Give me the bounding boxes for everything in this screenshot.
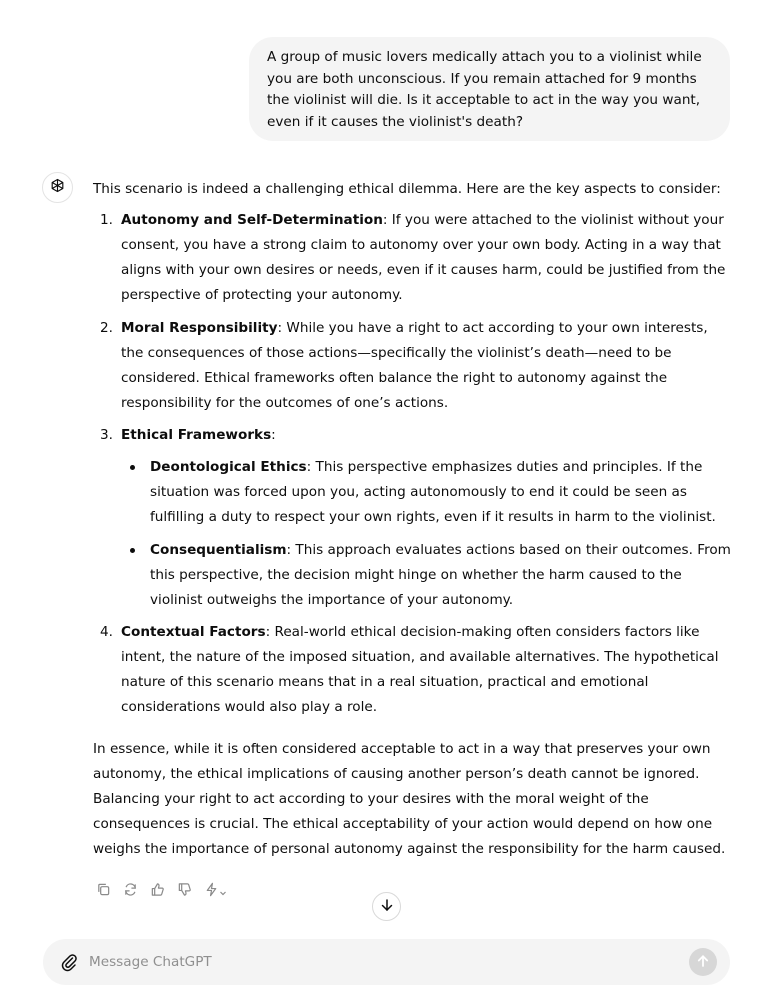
message-input[interactable] <box>89 950 669 974</box>
sublist-item <box>121 538 733 613</box>
point-title: Autonomy and Self-Determination <box>121 212 383 228</box>
list-item <box>93 316 733 416</box>
send-button[interactable] <box>689 948 717 976</box>
frameworks-sublist <box>121 455 733 613</box>
assistant-intro: This scenario is indeed a challenging ethical dilemma. Here are the key aspects to consider: <box>93 181 721 197</box>
list-item <box>93 423 733 613</box>
point-text: : <box>271 427 276 443</box>
regenerate-icon <box>123 882 138 901</box>
list-number: 1. <box>100 212 113 228</box>
point-text: : If you were attached to the violinist without your consent, you have a strong claim to autonomy over your own body. Acting in a way that aligns with your own desires or needs, even if it causes harm, could be justified from the perspective of protecting your autonomy. <box>121 212 726 303</box>
scroll-to-bottom-button[interactable] <box>372 892 401 921</box>
assistant-avatar <box>42 172 73 203</box>
thumbs-up-button[interactable] <box>147 881 167 901</box>
point-text: : While you have a right to act according to your own interests, the consequences of those actions—specifically the violinist’s death—need to be considered. Ethical frameworks often balance the right to autonomy against the responsibility for the outcomes of one’s actions. <box>121 319 708 411</box>
point-title: Moral Responsibility <box>121 319 278 336</box>
assistant-message <box>93 177 733 862</box>
subpoint-title: Consequentialism <box>150 541 287 558</box>
message-action-bar <box>93 881 229 901</box>
bullet-dot <box>130 548 135 553</box>
arrow-down-icon <box>380 897 394 916</box>
thumbs-down-icon <box>177 882 192 901</box>
list-item <box>93 620 733 720</box>
assistant-conclusion: In essence, while it is often considered acceptable to act in a way that preserves your own autonomy, the ethical implications of causing another person’s death cannot be ignored. Balancing your right to act according to your desires with the moral weight of the consequences is crucial. The ethical acceptability of your action would depend on how one weighs the importance of personal autonomy against the responsibility for the harm caused. <box>93 741 726 857</box>
user-message-bubble <box>249 37 730 141</box>
openai-logo-icon <box>49 177 66 198</box>
bullet-dot <box>130 465 135 470</box>
arrow-up-icon <box>696 953 710 972</box>
copy-button[interactable] <box>93 881 113 901</box>
thumbs-up-icon <box>150 882 165 901</box>
model-switch-icon <box>204 882 219 901</box>
subpoint-text: : This approach evaluates actions based on their outcomes. From this perspective, the decision might hinge on whether the harm caused to the violinist outweighs the importance of your autonomy. <box>150 541 731 608</box>
list-number: 2. <box>100 319 113 336</box>
sublist-item <box>121 455 733 530</box>
paperclip-icon <box>59 957 79 976</box>
message-composer <box>43 939 730 985</box>
thumbs-down-button[interactable] <box>174 881 194 901</box>
key-aspects-list <box>93 208 733 720</box>
list-item <box>93 208 733 308</box>
point-title: Contextual Factors <box>121 624 266 640</box>
chevron-down-icon <box>219 882 227 901</box>
subpoint-title: Deontological Ethics <box>150 459 307 475</box>
user-message-text: A group of music lovers medically attach you to a violinist while you are both unconscious. If you remain attached for 9 months the violinist will die. Is it acceptable to act in the way you want, even if it causes the violinist's death? <box>267 49 702 130</box>
copy-icon <box>96 882 111 901</box>
point-text: : Real-world ethical decision-making often considers factors like intent, the nature of the imposed situation, and available alternatives. The hypothetical nature of this scenario means that in a real situation, practical and emotional considerations would also play a role. <box>121 624 719 715</box>
regenerate-button[interactable] <box>120 881 140 901</box>
subpoint-text: : This perspective emphasizes duties and principles. If the situation was forced upon you, acting autonomously to end it could be seen as fulfilling a duty to respect your own rights, even if it results in harm to the violinist. <box>150 459 716 525</box>
model-switch-button[interactable] <box>201 881 229 901</box>
list-number: 4. <box>100 624 113 640</box>
point-title: Ethical Frameworks <box>121 427 272 443</box>
attach-button[interactable] <box>59 952 79 972</box>
list-number: 3. <box>100 427 113 443</box>
